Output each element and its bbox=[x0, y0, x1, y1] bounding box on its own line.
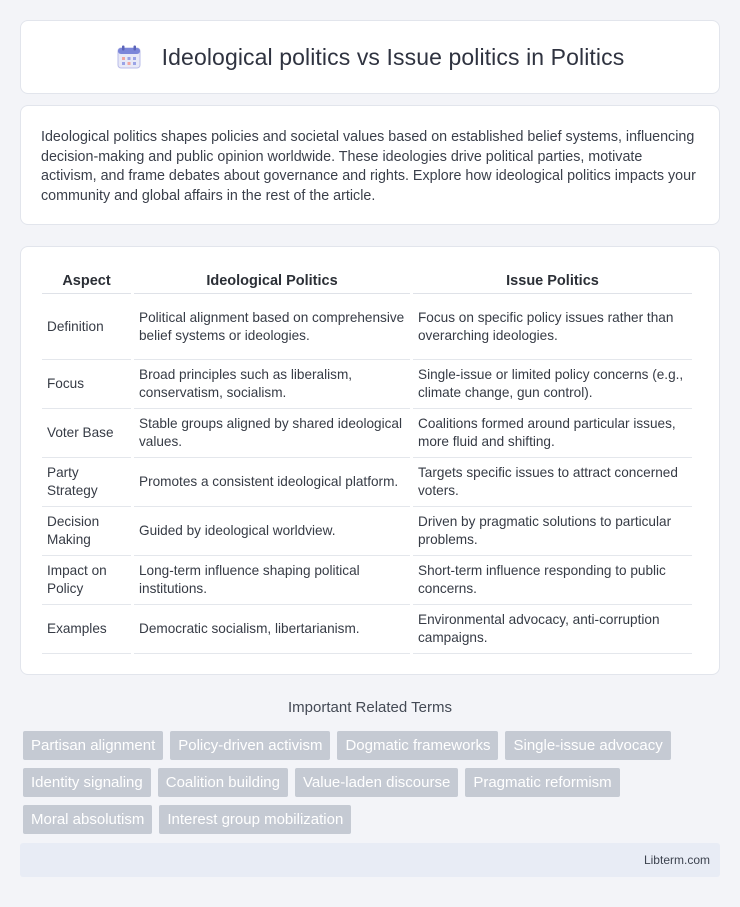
related-term-tag[interactable]: Identity signaling bbox=[23, 768, 151, 797]
table-cell-ideological: Stable groups aligned by shared ideological values. bbox=[134, 409, 410, 458]
table-cell-ideological: Broad principles such as liberalism, conservatism, socialism. bbox=[134, 360, 410, 409]
column-header-ideological: Ideological Politics bbox=[134, 267, 410, 294]
table-cell-aspect: Voter Base bbox=[42, 409, 131, 458]
table-cell-ideological: Promotes a consistent ideological platform. bbox=[134, 458, 410, 507]
column-header-issue: Issue Politics bbox=[413, 267, 692, 294]
table-row bbox=[42, 458, 692, 507]
table-cell-ideological: Long-term influence shaping political institutions. bbox=[134, 556, 410, 605]
table-cell-issue: Targets specific issues to attract concerned voters. bbox=[413, 458, 692, 507]
table-cell-issue: Environmental advocacy, anti-corruption campaigns. bbox=[413, 605, 692, 654]
intro-card bbox=[20, 105, 720, 225]
table-cell-aspect: Decision Making bbox=[42, 507, 131, 556]
table-cell-ideological: Democratic socialism, libertarianism. bbox=[134, 605, 410, 654]
table-cell-issue: Driven by pragmatic solutions to particular problems. bbox=[413, 507, 692, 556]
calendar-icon bbox=[116, 44, 142, 70]
related-term-tag[interactable]: Interest group mobilization bbox=[159, 805, 351, 834]
related-term-tag[interactable]: Single-issue advocacy bbox=[505, 731, 670, 760]
page-title: Ideological politics vs Issue politics in Politics bbox=[161, 43, 625, 70]
table-cell-aspect: Focus bbox=[42, 360, 131, 409]
table-cell-aspect: Definition bbox=[42, 294, 131, 360]
comparison-table-card bbox=[20, 246, 720, 675]
table-row bbox=[42, 507, 692, 556]
table-cell-aspect: Examples bbox=[42, 605, 131, 654]
table-cell-aspect: Party Strategy bbox=[42, 458, 131, 507]
table-cell-issue: Focus on specific policy issues rather than overarching ideologies. bbox=[413, 294, 692, 360]
related-term-tag[interactable]: Moral absolutism bbox=[23, 805, 152, 834]
related-term-tag[interactable]: Policy-driven activism bbox=[170, 731, 330, 760]
related-term-tag[interactable]: Partisan alignment bbox=[23, 731, 163, 760]
table-row bbox=[42, 605, 692, 654]
footer-site-link[interactable]: Libterm.com bbox=[643, 853, 710, 867]
table-row bbox=[42, 294, 692, 360]
related-term-tag[interactable]: Pragmatic reformism bbox=[465, 768, 619, 797]
table-cell-issue: Coalitions formed around particular issues, more fluid and shifting. bbox=[413, 409, 692, 458]
table-cell-aspect: Impact on Policy bbox=[42, 556, 131, 605]
column-header-aspect: Aspect bbox=[42, 267, 131, 294]
table-row bbox=[42, 360, 692, 409]
table-cell-ideological: Guided by ideological worldview. bbox=[134, 507, 410, 556]
table-cell-issue: Single-issue or limited policy concerns (e.g., climate change, gun control). bbox=[413, 360, 692, 409]
header-card bbox=[20, 20, 720, 94]
table-row bbox=[42, 556, 692, 605]
related-term-tag[interactable]: Dogmatic frameworks bbox=[337, 731, 498, 760]
table-cell-issue: Short-term influence responding to public concerns. bbox=[413, 556, 692, 605]
table-row bbox=[42, 409, 692, 458]
table-cell-ideological: Political alignment based on comprehensive belief systems or ideologies. bbox=[134, 294, 410, 360]
related-terms-list bbox=[23, 731, 723, 834]
related-term-tag[interactable]: Coalition building bbox=[158, 768, 288, 797]
related-terms-title: Important Related Terms bbox=[288, 699, 452, 716]
intro-paragraph: Ideological politics shapes policies and societal values based on established belief systems, influencing decision-making and public opinion worldwide. These ideologies drive political parties, motivate activism, and frame debates about governance and rights. Explore how ideological politics impacts your community and global affairs in the rest of the article. bbox=[41, 129, 696, 204]
footer bbox=[20, 843, 720, 877]
comparison-table bbox=[39, 267, 695, 654]
table-header-row bbox=[42, 267, 692, 294]
related-term-tag[interactable]: Value-laden discourse bbox=[295, 768, 458, 797]
